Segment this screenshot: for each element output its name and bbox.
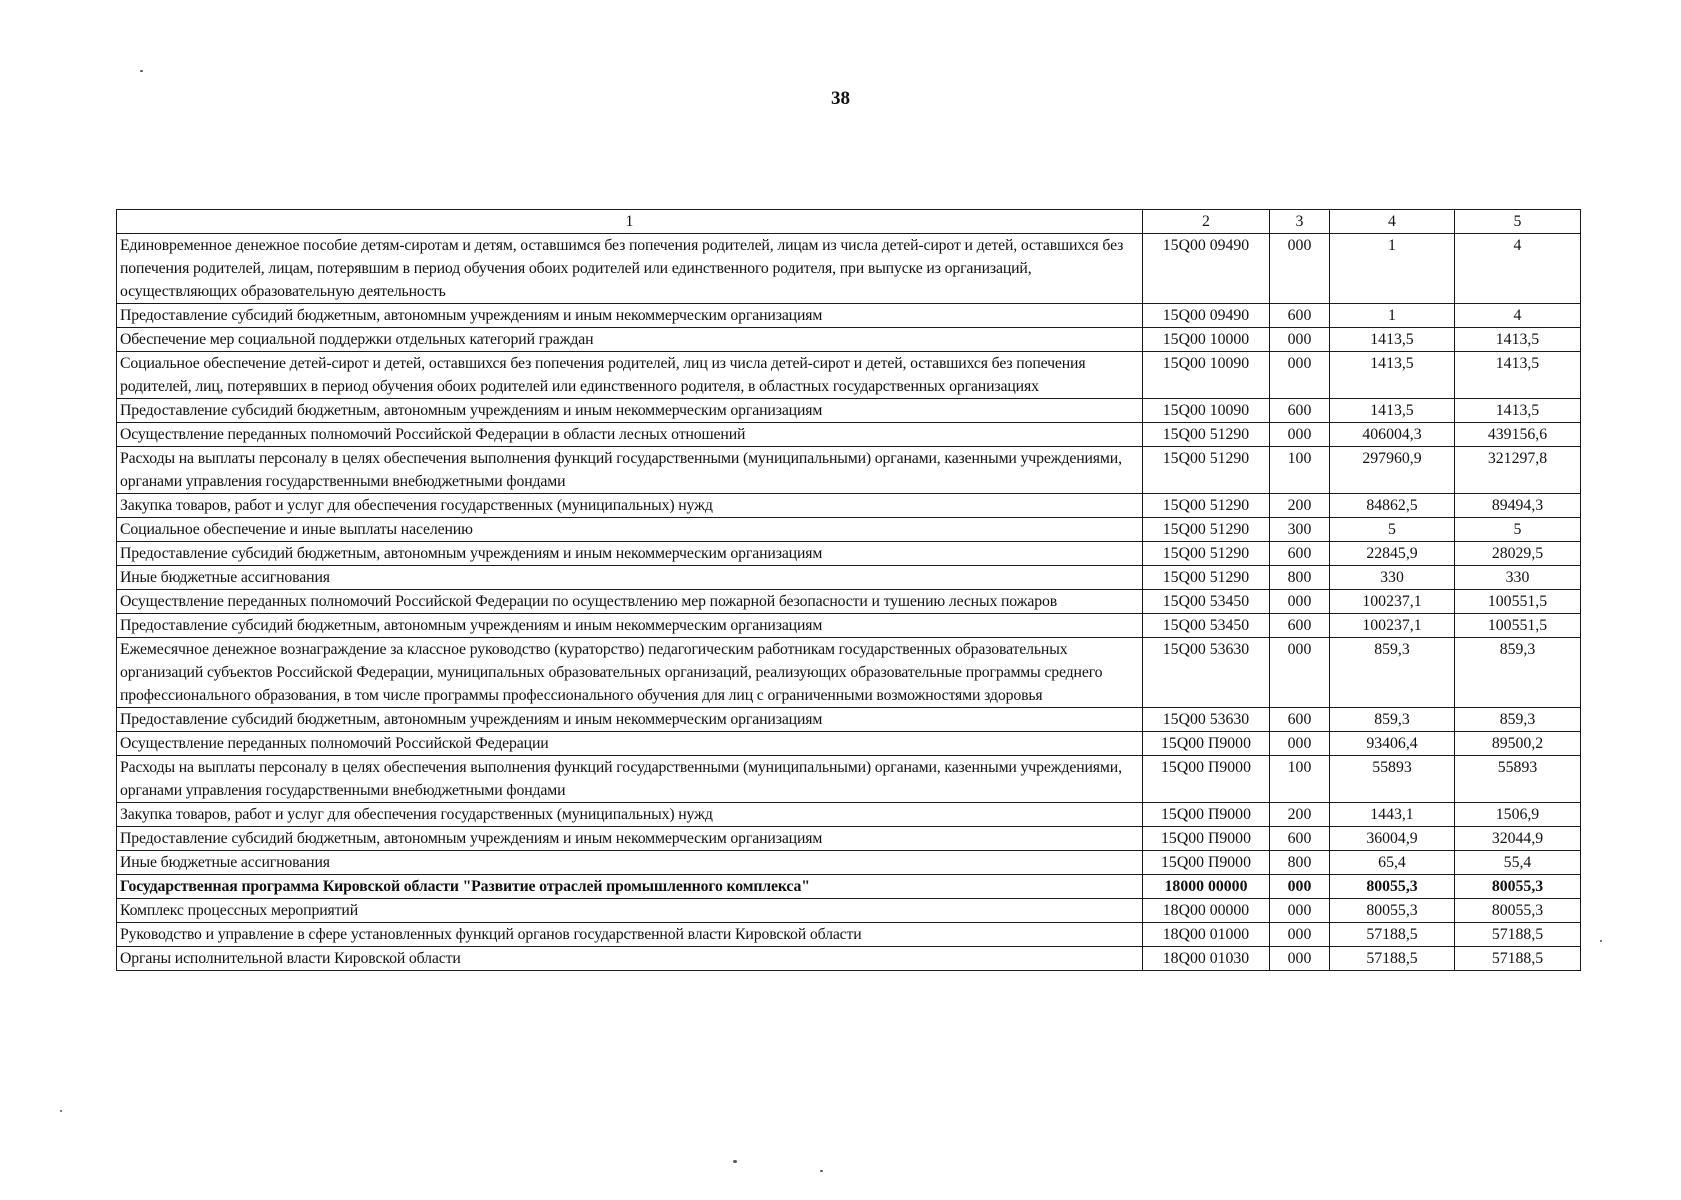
table-row — [117, 447, 1581, 494]
row-code-cell: 18000 00000 — [1143, 875, 1270, 899]
row-type-cell: 000 — [1270, 638, 1330, 708]
table-row — [117, 518, 1581, 542]
row-value-col5-cell: 57188,5 — [1455, 923, 1581, 947]
row-code-cell: 15Q00 53630 — [1143, 638, 1270, 708]
table-row — [117, 732, 1581, 756]
row-name-cell: Органы исполнительной власти Кировской области — [117, 947, 1143, 971]
row-value-col5-cell: 4 — [1455, 234, 1581, 304]
row-value-col4-cell: 57188,5 — [1330, 923, 1455, 947]
table-row — [117, 803, 1581, 827]
row-name-cell: Руководство и управление в сфере установленных функций органов государственной власти Кировской области — [117, 923, 1143, 947]
row-type-cell: 000 — [1270, 352, 1330, 399]
table-row — [117, 851, 1581, 875]
row-value-col5-cell: 55893 — [1455, 756, 1581, 803]
row-value-col5-cell: 1413,5 — [1455, 352, 1581, 399]
row-type-cell: 800 — [1270, 566, 1330, 590]
row-type-cell: 600 — [1270, 399, 1330, 423]
row-name-cell: Социальное обеспечение и иные выплаты населению — [117, 518, 1143, 542]
row-value-col4-cell: 1 — [1330, 234, 1455, 304]
table-row — [117, 614, 1581, 638]
row-code-cell: 15Q00 53450 — [1143, 614, 1270, 638]
row-type-cell: 200 — [1270, 803, 1330, 827]
row-value-col4-cell: 5 — [1330, 518, 1455, 542]
row-code-cell: 15Q00 10090 — [1143, 399, 1270, 423]
row-name-cell: Обеспечение мер социальной поддержки отдельных категорий граждан — [117, 328, 1143, 352]
table-row — [117, 234, 1581, 304]
row-name-cell: Предоставление субсидий бюджетным, автономным учреждениям и иным некоммерческим организациям — [117, 542, 1143, 566]
row-name-cell: Предоставление субсидий бюджетным, автономным учреждениям и иным некоммерческим организациям — [117, 614, 1143, 638]
row-value-col5-cell: 80055,3 — [1455, 875, 1581, 899]
row-code-cell: 15Q00 51290 — [1143, 542, 1270, 566]
table-header — [117, 210, 1581, 234]
table-row — [117, 566, 1581, 590]
row-value-col5-cell: 859,3 — [1455, 708, 1581, 732]
row-code-cell: 15Q00 53630 — [1143, 708, 1270, 732]
row-name-cell: Закупка товаров, работ и услуг для обеспечения государственных (муниципальных) нужд — [117, 494, 1143, 518]
row-value-col4-cell: 100237,1 — [1330, 590, 1455, 614]
page-number: 38 — [831, 88, 850, 109]
row-value-col4-cell: 859,3 — [1330, 638, 1455, 708]
row-value-col5-cell: 32044,9 — [1455, 827, 1581, 851]
table-row — [117, 494, 1581, 518]
row-name-cell: Предоставление субсидий бюджетным, автономным учреждениям и иным некоммерческим организациям — [117, 304, 1143, 328]
row-name-cell: Предоставление субсидий бюджетным, автономным учреждениям и иным некоммерческим организациям — [117, 708, 1143, 732]
row-type-cell: 000 — [1270, 328, 1330, 352]
row-type-cell: 200 — [1270, 494, 1330, 518]
row-code-cell: 15Q00 53450 — [1143, 590, 1270, 614]
row-name-cell: Предоставление субсидий бюджетным, автономным учреждениям и иным некоммерческим организациям — [117, 399, 1143, 423]
table-row — [117, 923, 1581, 947]
row-code-cell: 15Q00 51290 — [1143, 518, 1270, 542]
row-code-cell: 15Q00 10090 — [1143, 352, 1270, 399]
row-code-cell: 15Q00 П9000 — [1143, 827, 1270, 851]
row-type-cell: 800 — [1270, 851, 1330, 875]
row-value-col4-cell: 84862,5 — [1330, 494, 1455, 518]
table-row — [117, 638, 1581, 708]
row-value-col4-cell: 1443,1 — [1330, 803, 1455, 827]
row-type-cell: 000 — [1270, 234, 1330, 304]
row-code-cell: 18Q00 01000 — [1143, 923, 1270, 947]
row-code-cell: 15Q00 09490 — [1143, 234, 1270, 304]
row-code-cell: 15Q00 П9000 — [1143, 851, 1270, 875]
scan-speck — [60, 1110, 62, 1112]
row-value-col5-cell: 321297,8 — [1455, 447, 1581, 494]
row-code-cell: 18Q00 00000 — [1143, 899, 1270, 923]
row-value-col4-cell: 22845,9 — [1330, 542, 1455, 566]
row-name-cell: Осуществление переданных полномочий Российской Федерации по осуществлению мер пожарной безопасности и тушению лесных пожаров — [117, 590, 1143, 614]
row-type-cell: 600 — [1270, 304, 1330, 328]
row-type-cell: 000 — [1270, 423, 1330, 447]
row-value-col5-cell: 100551,5 — [1455, 614, 1581, 638]
row-name-cell: Иные бюджетные ассигнования — [117, 566, 1143, 590]
table-row — [117, 827, 1581, 851]
row-name-cell: Осуществление переданных полномочий Российской Федерации в области лесных отношений — [117, 423, 1143, 447]
scan-speck — [1600, 940, 1602, 942]
row-value-col5-cell: 1413,5 — [1455, 399, 1581, 423]
row-type-cell: 000 — [1270, 923, 1330, 947]
row-code-cell: 15Q00 09490 — [1143, 304, 1270, 328]
row-value-col4-cell: 80055,3 — [1330, 899, 1455, 923]
row-value-col4-cell: 55893 — [1330, 756, 1455, 803]
row-value-col4-cell: 1413,5 — [1330, 328, 1455, 352]
row-value-col5-cell: 4 — [1455, 304, 1581, 328]
row-value-col5-cell: 1413,5 — [1455, 328, 1581, 352]
table-row — [117, 423, 1581, 447]
row-value-col4-cell: 859,3 — [1330, 708, 1455, 732]
column-number: 5 — [1455, 210, 1581, 234]
row-name-cell: Ежемесячное денежное вознаграждение за классное руководство (кураторство) педагогическим работникам государственных образовательных организаций субъектов Российской Федерации, муниципальных образовательных организаций, реализующих образовательные программы среднего профессионального образования, в том числе программы профессионального обучения для лиц с ограниченными возможностями здоровья — [117, 638, 1143, 708]
row-name-cell: Социальное обеспечение детей-сирот и детей, оставшихся без попечения родителей, лиц из числа детей-сирот и детей, оставшихся без попечения родителей, лиц, потерявших в период обучения обоих родителей или единственного родителя, в областных государственных организациях — [117, 352, 1143, 399]
row-value-col5-cell: 55,4 — [1455, 851, 1581, 875]
table-row — [117, 304, 1581, 328]
row-code-cell: 15Q00 П9000 — [1143, 756, 1270, 803]
row-value-col4-cell: 1413,5 — [1330, 399, 1455, 423]
row-value-col5-cell: 89494,3 — [1455, 494, 1581, 518]
table-body — [117, 234, 1581, 971]
row-value-col5-cell: 1506,9 — [1455, 803, 1581, 827]
row-code-cell: 15Q00 51290 — [1143, 566, 1270, 590]
table-row — [117, 708, 1581, 732]
scan-speck — [733, 1160, 737, 1163]
row-code-cell: 15Q00 П9000 — [1143, 803, 1270, 827]
row-value-col4-cell: 36004,9 — [1330, 827, 1455, 851]
row-value-col5-cell: 28029,5 — [1455, 542, 1581, 566]
row-type-cell: 600 — [1270, 542, 1330, 566]
row-name-cell: Расходы на выплаты персоналу в целях обеспечения выполнения функций государственными (муниципальными) органами, казенными учреждениями, органами управления государственными внебюджетными фондами — [117, 756, 1143, 803]
column-number: 3 — [1270, 210, 1330, 234]
row-type-cell: 300 — [1270, 518, 1330, 542]
table-row — [117, 542, 1581, 566]
row-name-cell: Предоставление субсидий бюджетным, автономным учреждениям и иным некоммерческим организациям — [117, 827, 1143, 851]
row-type-cell: 000 — [1270, 590, 1330, 614]
table-row — [117, 590, 1581, 614]
row-value-col4-cell: 80055,3 — [1330, 875, 1455, 899]
row-code-cell: 15Q00 10000 — [1143, 328, 1270, 352]
row-code-cell: 15Q00 51290 — [1143, 447, 1270, 494]
row-name-cell: Государственная программа Кировской области "Развитие отраслей промышленного комплекса" — [117, 875, 1143, 899]
row-value-col4-cell: 93406,4 — [1330, 732, 1455, 756]
row-code-cell: 15Q00 51290 — [1143, 423, 1270, 447]
column-number: 1 — [117, 210, 1143, 234]
row-name-cell: Расходы на выплаты персоналу в целях обеспечения выполнения функций государственными (муниципальными) органами, казенными учреждениями, органами управления государственными внебюджетными фондами — [117, 447, 1143, 494]
row-value-col5-cell: 439156,6 — [1455, 423, 1581, 447]
table-row — [117, 352, 1581, 399]
row-value-col5-cell: 57188,5 — [1455, 947, 1581, 971]
row-value-col5-cell: 80055,3 — [1455, 899, 1581, 923]
row-type-cell: 100 — [1270, 447, 1330, 494]
row-value-col4-cell: 1413,5 — [1330, 352, 1455, 399]
row-name-cell: Комплекс процессных мероприятий — [117, 899, 1143, 923]
row-type-cell: 000 — [1270, 732, 1330, 756]
row-type-cell: 100 — [1270, 756, 1330, 803]
row-name-cell: Осуществление переданных полномочий Российской Федерации — [117, 732, 1143, 756]
budget-table — [116, 209, 1581, 971]
row-value-col5-cell: 330 — [1455, 566, 1581, 590]
table-row — [117, 899, 1581, 923]
row-type-cell: 000 — [1270, 899, 1330, 923]
row-code-cell: 15Q00 51290 — [1143, 494, 1270, 518]
scan-speck — [820, 1170, 823, 1172]
table-row — [117, 399, 1581, 423]
row-value-col5-cell: 89500,2 — [1455, 732, 1581, 756]
row-value-col4-cell: 100237,1 — [1330, 614, 1455, 638]
column-number-row — [117, 210, 1581, 234]
row-type-cell: 600 — [1270, 614, 1330, 638]
row-value-col4-cell: 1 — [1330, 304, 1455, 328]
row-code-cell: 15Q00 П9000 — [1143, 732, 1270, 756]
row-value-col4-cell: 406004,3 — [1330, 423, 1455, 447]
column-number: 4 — [1330, 210, 1455, 234]
row-type-cell: 000 — [1270, 875, 1330, 899]
row-value-col5-cell: 859,3 — [1455, 638, 1581, 708]
table-row — [117, 875, 1581, 899]
row-value-col4-cell: 65,4 — [1330, 851, 1455, 875]
row-value-col5-cell: 5 — [1455, 518, 1581, 542]
row-type-cell: 600 — [1270, 708, 1330, 732]
row-value-col4-cell: 57188,5 — [1330, 947, 1455, 971]
row-value-col4-cell: 297960,9 — [1330, 447, 1455, 494]
row-type-cell: 600 — [1270, 827, 1330, 851]
scan-speck — [140, 70, 143, 72]
table-row — [117, 947, 1581, 971]
table-row — [117, 328, 1581, 352]
row-name-cell: Закупка товаров, работ и услуг для обеспечения государственных (муниципальных) нужд — [117, 803, 1143, 827]
row-value-col4-cell: 330 — [1330, 566, 1455, 590]
row-type-cell: 000 — [1270, 947, 1330, 971]
row-code-cell: 18Q00 01030 — [1143, 947, 1270, 971]
table-row — [117, 756, 1581, 803]
column-number: 2 — [1143, 210, 1270, 234]
row-name-cell: Единовременное денежное пособие детям-сиротам и детям, оставшимся без попечения родителей, лицам из числа детей-сирот и детей, оставшихся без попечения родителей, лицам, потерявшим в период обучения обоих родителей или единственного родителя, при выпуске из организаций, осуществляющих образовательную деятельность — [117, 234, 1143, 304]
row-value-col5-cell: 100551,5 — [1455, 590, 1581, 614]
row-name-cell: Иные бюджетные ассигнования — [117, 851, 1143, 875]
